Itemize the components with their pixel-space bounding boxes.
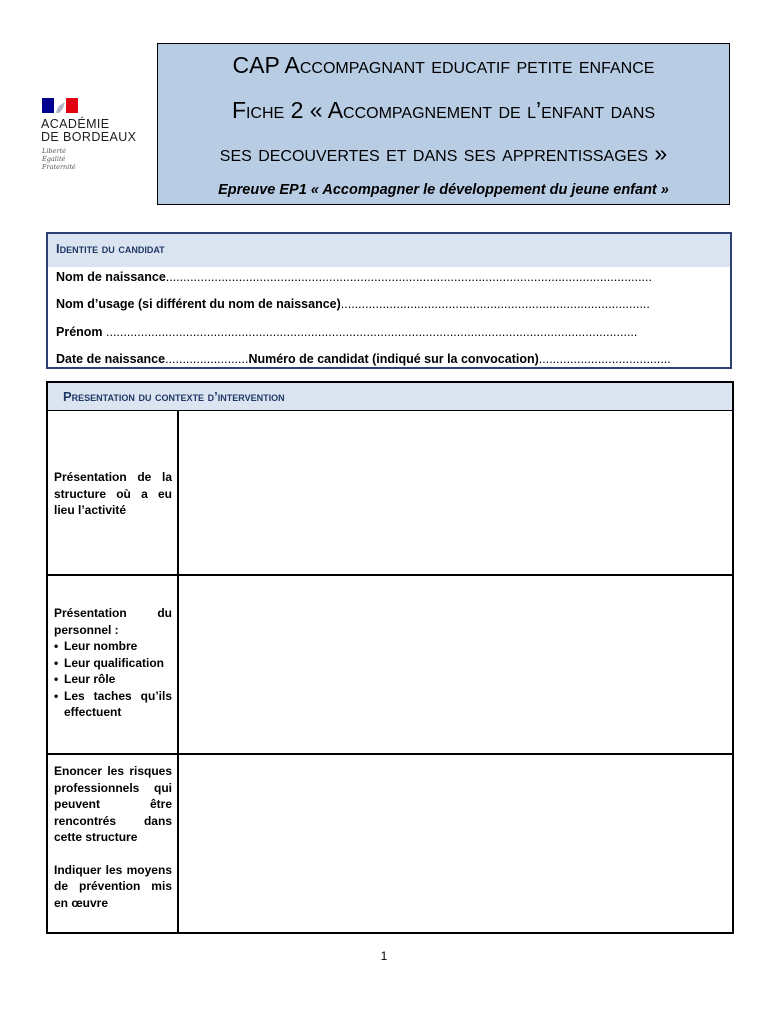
risks-prevention-label — [54, 763, 172, 911]
context-heading: Presentation du contexte d’intervention — [63, 389, 285, 404]
birth-name-field[interactable] — [56, 270, 652, 284]
candidate-number-dots: ...................................... — [538, 352, 671, 366]
first-name-label: Prénom — [56, 325, 107, 339]
usage-name-label: Nom d’usage (si différent du nom de naissance) — [56, 297, 341, 311]
structure-answer-cell[interactable] — [179, 411, 732, 574]
staff-criteria-list — [54, 638, 172, 721]
logo-name: ACADÉMIE DE BORDEAUX — [41, 117, 137, 144]
staff-presentation-label — [54, 605, 172, 721]
birth-date-candidate-number-field[interactable] — [56, 352, 671, 366]
identity-heading: Identite du candidat — [56, 241, 165, 256]
title-line-3: ses decouvertes et dans ses apprentissages » — [219, 140, 668, 166]
list-item: • Leur rôle — [54, 671, 172, 688]
title-subtitle: Epreuve EP1 « Accompagner le développement du jeune enfant » — [218, 182, 669, 198]
risks-answer-cell[interactable] — [179, 755, 732, 932]
title-line-2: Fiche 2 « Accompagnement de l’enfant dans — [231, 97, 656, 123]
birth-name-dots: ............................................................................................................................................ — [165, 270, 652, 284]
marianne-icon — [53, 100, 67, 113]
context-table — [46, 381, 734, 934]
page-number: 1 — [380, 949, 388, 963]
identity-header — [48, 234, 730, 267]
first-name-dots: ......................................................................................................................................................... — [106, 325, 638, 339]
staff-answer-cell[interactable] — [179, 576, 732, 753]
birth-date-label: Date de naissance — [56, 352, 166, 366]
staff-presentation-title: Présentation du personnel : — [54, 606, 172, 637]
usage-name-field[interactable] — [56, 297, 650, 311]
usage-name-dots: ......................................................................................... — [340, 297, 650, 311]
first-name-field[interactable] — [56, 325, 637, 339]
title-line-1: CAP Accompagnant educatif petite enfance — [232, 52, 655, 78]
structure-presentation-label: Présentation de la structure où a eu lieu l’activité — [54, 470, 172, 517]
republique-flag-icon — [42, 98, 78, 113]
list-item: • Les taches qu’ils effectuent — [54, 688, 172, 721]
logo-motto: Liberté Égalité Fraternité — [42, 147, 76, 171]
risks-label: Enoncer les risques professionnels qui peuvent être rencontrés dans cette structure — [54, 764, 172, 844]
list-item: • Leur qualification — [54, 655, 172, 672]
identity-section — [46, 232, 732, 369]
list-item: • Leur nombre — [54, 638, 172, 655]
context-header — [48, 383, 732, 411]
birth-date-dots: ........................ — [165, 352, 249, 366]
candidate-number-label: Numéro de candidat (indiqué sur la convocation) — [248, 352, 539, 366]
title-box — [157, 43, 730, 205]
birth-name-label: Nom de naissance — [56, 270, 166, 284]
prevention-label: Indiquer les moyens de prévention mis en œuvre — [54, 862, 172, 910]
